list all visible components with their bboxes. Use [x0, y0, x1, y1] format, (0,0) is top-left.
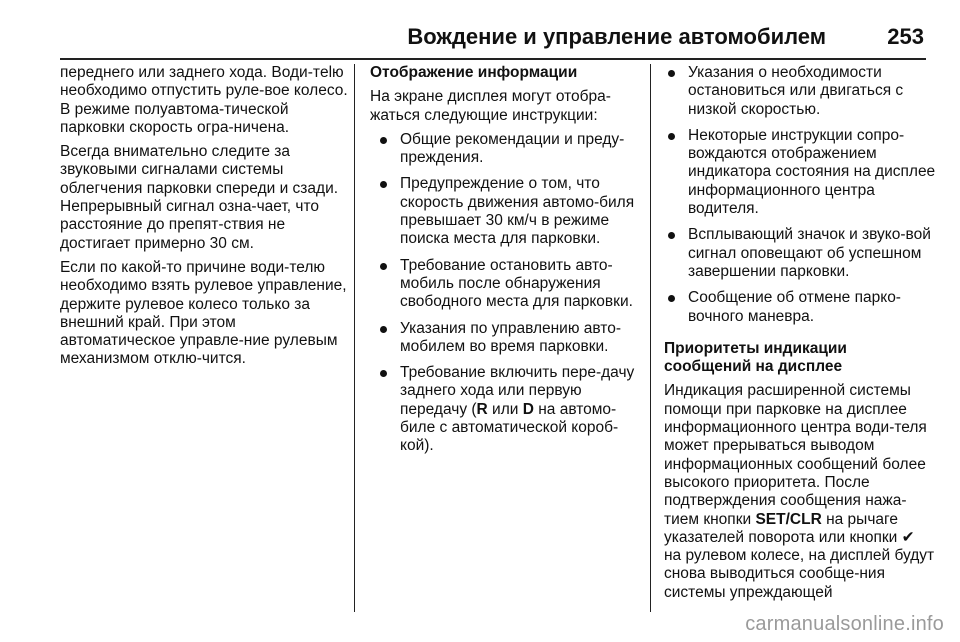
- gear-d-label: D: [522, 400, 534, 418]
- paragraph: Всегда внимательно следите за звуковыми сигналами системы облегчения парковки спереди и сзади. Непрерывный сигнал озна-чает, что расстояние до препят-ствия не достигает примерно 30 см.: [60, 143, 339, 252]
- set-clr-button-label: SET/CLR: [755, 510, 822, 528]
- gear-r-label: R: [476, 400, 488, 418]
- list-item: [376, 320, 642, 357]
- bullet-icon: [380, 263, 387, 270]
- list-item-text: Требование остановить авто-мобиль после обнаружения свободного места для парковки.: [400, 256, 633, 311]
- paragraph: [664, 382, 936, 602]
- list-item: [664, 226, 936, 281]
- list-item-text: Предупреждение о том, что скорость движения автомо-биля превышает 30 км/ч в режиме поиска места для парковки.: [400, 175, 635, 248]
- column-middle: [370, 64, 642, 464]
- list-item-text: Требование включить пере-дачу заднего хода или первую передачу (: [400, 364, 635, 418]
- list-item: [664, 289, 936, 326]
- list-item-text: Некоторые инструкции сопро-вождаются отображением индикатора состояния на дисплее информационного центра водителя.: [688, 126, 936, 218]
- bullet-icon: [380, 326, 387, 333]
- list-item-text: Общие рекомендации и преду-преждения.: [400, 130, 625, 167]
- bullet-icon: [668, 70, 675, 77]
- bullet-icon: [668, 133, 675, 140]
- column-divider: [650, 64, 651, 612]
- page-number: 253: [887, 24, 924, 49]
- list-item-text: Всплывающий значок и звуко-вой сигнал оповещают об успешном завершении парковки.: [688, 226, 931, 280]
- list-item-text: Указания о необходимости остановиться или двигаться с низкой скоростью.: [688, 64, 904, 118]
- bullet-icon: [668, 295, 675, 302]
- bullet-icon: [380, 137, 387, 144]
- section-heading: Приоритеты индикации сообщений на дисплее: [664, 339, 847, 376]
- list-item: [664, 127, 936, 218]
- list-item: [664, 64, 936, 119]
- column-divider: [354, 64, 355, 612]
- column-left: [60, 64, 348, 375]
- watermark: carmanualsonline.info: [745, 613, 944, 635]
- list-item-text: Указания по управлению авто-мобилем во время парковки.: [400, 319, 621, 355]
- list-item-text: или: [487, 400, 523, 418]
- column-right: [664, 64, 936, 608]
- list-item: [376, 257, 642, 312]
- paragraph-text: на рулевом колесе, на дисплей будут снова выводиться сообще-ния системы упреждающей: [664, 547, 935, 601]
- page-title: Вождение и управление автомобилем: [407, 24, 826, 49]
- paragraph: переднего или заднего хода. Води-тelю необходимо отпустить руле-вое колесо. В режиме полуавтома-тической парковки скорость огра-ничена.: [60, 64, 348, 136]
- bullet-list: [664, 64, 936, 326]
- list-item-text: на автомо-биле с автоматической короб-кой).: [400, 400, 619, 455]
- bullet-icon: [668, 232, 675, 239]
- bullet-list: [370, 131, 642, 456]
- section-heading: Отображение информации: [370, 64, 578, 81]
- list-item: [376, 131, 642, 168]
- checkmark-icon: ✔: [901, 528, 915, 546]
- bullet-icon: [380, 370, 387, 377]
- paragraph-text: на рычаге указателей поворота или кнопки: [664, 510, 902, 546]
- list-item: [376, 364, 642, 455]
- page-header: [60, 22, 926, 60]
- bullet-icon: [380, 181, 387, 188]
- list-item: [376, 175, 642, 248]
- list-item-text: Сообщение об отмене парко-вочного маневра.: [688, 289, 901, 325]
- paragraph: Если по какой-то причине води-телю необходимо взять рулевое управление, держите рулевое колесо только за внешний край. При этом автоматическое управле-ние рулевым механизмом отклю-чится.: [60, 258, 347, 368]
- paragraph-text: Индикация расширенной системы помощи при парковке на дисплее информационного центра води-теля может прерываться выводом информационных сообщений более высокого приоритета. После подтверждения сообщения нажа-тием кнопки: [664, 382, 927, 528]
- paragraph: На экране дисплея могут отобра-жаться следующие инструкции:: [370, 88, 611, 124]
